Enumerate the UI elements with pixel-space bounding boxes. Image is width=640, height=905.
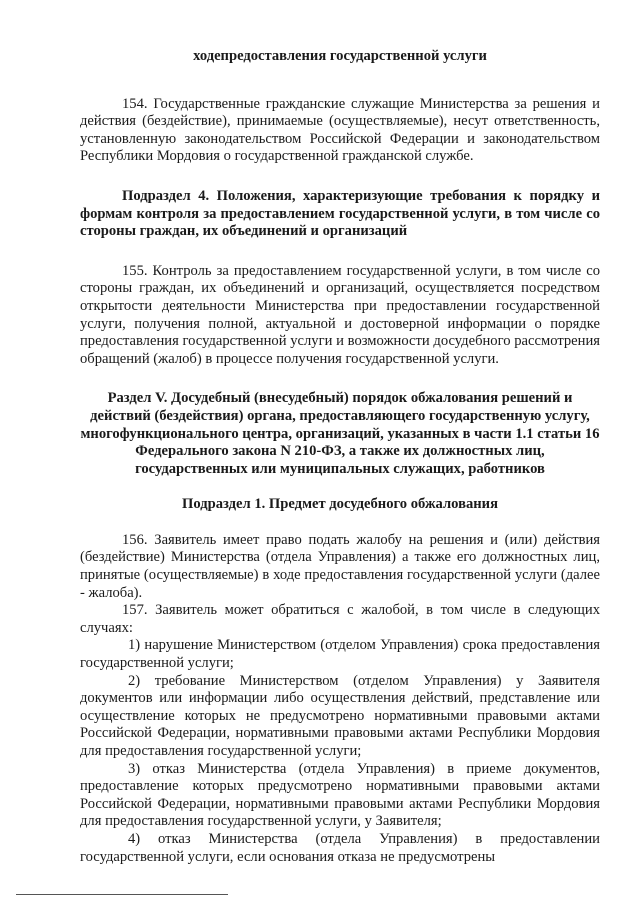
list-item-1: 1) нарушение Министерством (отделом Управления) срока предоставления государственной услуги; <box>80 637 600 672</box>
spacer <box>80 368 600 390</box>
list-item-3: 3) отказ Министерства (отдела Управления) в приеме документов, предоставление которых предусмотрено нормативными правовыми актами Российской Федерации, нормативными правовыми актами Республики Мордовия для предоставления государственной услуги, у Заявителя; <box>80 760 600 830</box>
list-item-2: 2) требование Министерством (отделом Управления) у Заявителя документов или информации либо осуществления действий, представление или осуществление которых не предусмотрено нормативными правовыми актами Российской Федерации, нормативными правовыми актами Республики Мордовия для предоставления государственной услуги; <box>80 672 600 759</box>
spacer <box>80 241 600 263</box>
footer-divider <box>16 894 228 895</box>
spacer <box>80 66 600 96</box>
paragraph-154: 154. Государственные гражданские служащие Министерства за решения и действия (бездействие), принимаемые (осуществляемые), несут ответственность, установленную законодательством Российской Федерации и законодательством Республики Мордовия о государственной гражданской службе. <box>80 95 600 165</box>
paragraph-155: 155. Контроль за предоставлением государственной услуги, в том числе со стороны граждан, их объединений и организаций, осуществляется посредством открытости деятельности Министерства при предоставлении государственной услуги, получения полной, актуальной и достоверной информации о порядке предоставления государственной услуги и возможности досудебного рассмотрения обращений (жалоб) в процессе получения государственной услуги. <box>80 262 600 367</box>
spacer <box>80 514 600 532</box>
top-heading: ходепредоставления государственной услуги <box>193 48 487 64</box>
section-5-heading: Раздел V. Досудебный (внесудебный) порядок обжалования решений и действий (бездействия) органа, предоставляющего государственную услугу, многофункционального центра, организаций, указанных в части 1.1 статьи 16 Федерального закона N 210-ФЗ, а также их должностных лиц, государственных или муниципальных служащих, работников <box>80 390 600 477</box>
subsection-4-heading: Подраздел 4. Положения, характеризующие требования к порядку и формам контроля за предоставлением государственной услуги, в том числе со стороны граждан, их объединений и организаций <box>80 187 600 240</box>
spacer <box>80 166 600 188</box>
document-page <box>80 48 600 866</box>
subsection-1-heading: Подраздел 1. Предмет досудебного обжалования <box>182 496 498 513</box>
paragraph-156: 156. Заявитель имеет право подать жалобу на решения и (или) действия (бездействие) Министерства (отдела Управления) а также его должностных лиц, принятые (осуществляемые) в ходе предоставления государственной услуги (далее - жалоба). <box>80 531 600 601</box>
list-item-4: 4) отказ Министерства (отдела Управления) в предоставлении государственной услуги, если основания отказа не предусмотрены <box>80 830 600 865</box>
paragraph-157: 157. Заявитель может обратиться с жалобой, в том числе в следующих случаях: <box>80 602 600 636</box>
spacer <box>80 478 600 496</box>
